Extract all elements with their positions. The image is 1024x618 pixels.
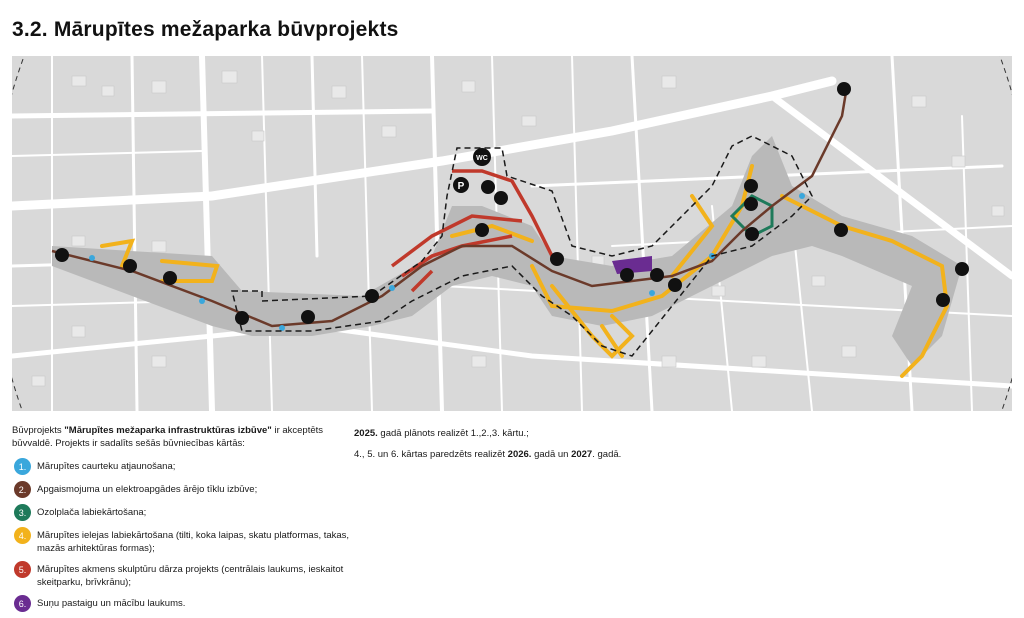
phase-4-label: Mārupītes ielejas labiekārtošana (tilti, koka laipas, skatu platformas, takas, mazās arhitektūras formas); (37, 530, 350, 554)
phase-6-badge: 6. (14, 595, 31, 612)
list-item (14, 481, 354, 498)
plan-line-2: 4., 5. un 6. kārtas paredzēts realizēt 2026. gadā un 2027. gadā. (354, 449, 622, 460)
intro-text: Būvprojekts "Mārupītes mežaparka infrastruktūras izbūve" ir akceptēts būvvaldē. Projekts ir sadalīts sešās būvniecības kārtās: (12, 425, 324, 449)
list-item (14, 504, 354, 521)
list-item (14, 458, 354, 475)
phase-6-label: Suņu pastaigu un mācību laukums. (37, 598, 186, 609)
phase-list (14, 458, 354, 618)
plan-line-1: 2025. gadā plānots realizēt 1.,2.,3. kārtu.; (354, 428, 529, 439)
phase-5-label: Mārupītes akmens skulptūru dārza projekts (centrālais laukums, ieskaitot skeitparku, brīvkrānu); (37, 564, 344, 588)
project-map[interactable] (12, 56, 1012, 411)
plan-text (354, 427, 714, 469)
list-item (14, 561, 354, 589)
phase-2-badge: 2. (14, 481, 31, 498)
list-item (14, 527, 354, 555)
list-item (14, 595, 354, 612)
map-canvas (12, 56, 1012, 411)
phase-1-badge: 1. (14, 458, 31, 475)
phase-2-label: Apgaismojuma un elektroapgādes ārējo tīklu izbūve; (37, 484, 258, 495)
phase-4-badge: 4. (14, 527, 31, 544)
page-title: 3.2. Mārupītes mežaparka būvprojekts (12, 18, 399, 41)
phase-3-badge: 3. (14, 504, 31, 521)
phase-3-label: Ozolplača labiekārtošana; (37, 507, 147, 518)
phase-5-badge: 5. (14, 561, 31, 578)
parking-icon: P (457, 181, 465, 192)
wc-icon: WC (476, 155, 488, 162)
phase-1-label: Mārupītes caurteku atjaunošana; (37, 461, 176, 472)
